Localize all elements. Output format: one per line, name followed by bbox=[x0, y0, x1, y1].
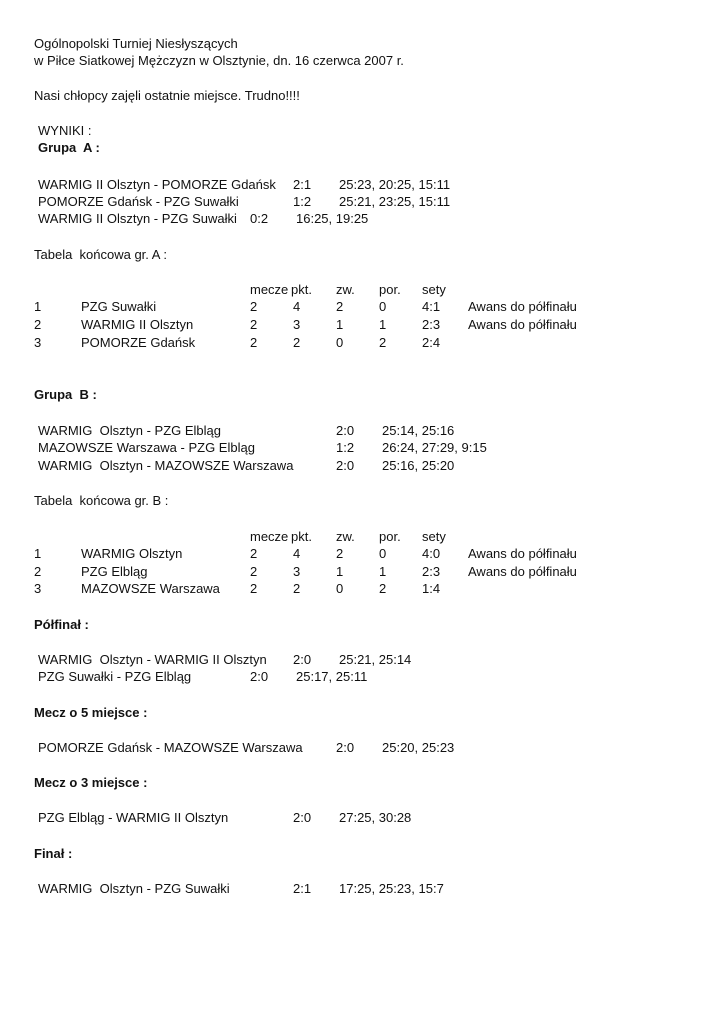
group-a-row-2-pos: 2 bbox=[34, 317, 42, 332]
final-teams: WARMIG Olsztyn - PZG Suwałki bbox=[38, 881, 230, 896]
group-a-row-1-por: 0 bbox=[379, 299, 387, 314]
semifinal-title: Półfinał : bbox=[34, 617, 89, 632]
group-a-row-3-team: POMORZE Gdańsk bbox=[81, 335, 196, 350]
group-a-row-1-sety: 4:1 bbox=[422, 299, 441, 314]
group-a-row-1-mecze: 2 bbox=[250, 299, 258, 314]
group-a-row-3-sety: 2:4 bbox=[422, 335, 441, 350]
third-place-score: 2:0 bbox=[293, 810, 312, 825]
fifth-place-sets: 25:20, 25:23 bbox=[382, 740, 455, 755]
group-a-row-3-zw: 0 bbox=[336, 335, 344, 350]
group-b-match-3-teams: WARMIG Olsztyn - MAZOWSZE Warszawa bbox=[38, 458, 294, 473]
group-a-row-2-zw: 1 bbox=[336, 317, 344, 332]
group-b-match-2-score: 1:2 bbox=[336, 440, 355, 455]
group-b-row-2-mecze: 2 bbox=[250, 564, 258, 579]
group-b-row-2-sety: 2:3 bbox=[422, 564, 441, 579]
semifinal-match-1-score: 2:0 bbox=[293, 652, 312, 667]
group-b-row-3-pkt: 2 bbox=[293, 581, 301, 596]
group-b-row-3-por: 2 bbox=[379, 581, 387, 596]
group-b-row-1-team: WARMIG Olsztyn bbox=[81, 546, 183, 561]
group-b-header-pkt: pkt. bbox=[291, 529, 312, 544]
final-score: 2:1 bbox=[293, 881, 312, 896]
group-b-match-3-sets: 25:16, 25:20 bbox=[382, 458, 455, 473]
header-line-1: Ogólnopolski Turniej Niesłyszących bbox=[34, 36, 238, 51]
group-a-row-1-team: PZG Suwałki bbox=[81, 299, 157, 314]
group-b-row-2-pkt: 3 bbox=[293, 564, 301, 579]
group-a-row-2-pkt: 3 bbox=[293, 317, 301, 332]
group-b-header-zw: zw. bbox=[336, 529, 355, 544]
group-a-title: Grupa A : bbox=[38, 140, 100, 155]
group-b-match-2-teams: MAZOWSZE Warszawa - PZG Elbląg bbox=[38, 440, 255, 455]
group-a-match-2-sets: 25:21, 23:25, 15:11 bbox=[339, 194, 451, 209]
group-b-title: Grupa B : bbox=[34, 387, 97, 402]
fifth-place-score: 2:0 bbox=[336, 740, 355, 755]
group-b-row-2-zw: 1 bbox=[336, 564, 344, 579]
group-a-match-1-score: 2:1 bbox=[293, 177, 312, 192]
group-b-row-2-pos: 2 bbox=[34, 564, 42, 579]
semifinal-match-2-sets: 25:17, 25:11 bbox=[296, 669, 368, 684]
group-b-row-3-pos: 3 bbox=[34, 581, 42, 596]
semifinal-match-2-teams: PZG Suwałki - PZG Elbląg bbox=[38, 669, 192, 684]
group-b-table-title: Tabela końcowa gr. B : bbox=[34, 493, 169, 508]
group-b-row-1-por: 0 bbox=[379, 546, 387, 561]
final-title: Finał : bbox=[34, 846, 73, 861]
group-b-match-1-teams: WARMIG Olsztyn - PZG Elbląg bbox=[38, 423, 221, 438]
header-comment: Nasi chłopcy zajęli ostatnie miejsce. Trudno!!!! bbox=[34, 88, 300, 103]
group-a-header-pkt: pkt. bbox=[291, 282, 312, 297]
group-b-row-1-sety: 4:0 bbox=[422, 546, 441, 561]
group-b-row-1-zw: 2 bbox=[336, 546, 344, 561]
group-a-row-1-pkt: 4 bbox=[293, 299, 301, 314]
group-a-row-1-note: Awans do półfinału bbox=[468, 299, 577, 314]
group-a-match-1-sets: 25:23, 20:25, 15:11 bbox=[339, 177, 451, 192]
group-a-header-mecze: mecze bbox=[250, 282, 289, 297]
third-place-title: Mecz o 3 miejsce : bbox=[34, 775, 148, 790]
group-b-row-1-pos: 1 bbox=[34, 546, 42, 561]
group-a-row-2-team: WARMIG II Olsztyn bbox=[81, 317, 194, 332]
group-a-row-3-pos: 3 bbox=[34, 335, 42, 350]
group-a-row-2-sety: 2:3 bbox=[422, 317, 441, 332]
group-b-header-sety: sety bbox=[422, 529, 446, 544]
group-a-row-1-zw: 2 bbox=[336, 299, 344, 314]
group-a-row-2-por: 1 bbox=[379, 317, 387, 332]
group-a-match-3-teams: WARMIG II Olsztyn - PZG Suwałki bbox=[38, 211, 237, 226]
results-label: WYNIKI : bbox=[38, 123, 92, 138]
group-b-row-2-note: Awans do półfinału bbox=[468, 564, 577, 579]
group-a-match-3-sets: 16:25, 19:25 bbox=[296, 211, 369, 226]
group-a-row-2-mecze: 2 bbox=[250, 317, 258, 332]
group-b-row-1-mecze: 2 bbox=[250, 546, 258, 561]
group-a-header-por: por. bbox=[379, 282, 401, 297]
semifinal-match-2-score: 2:0 bbox=[250, 669, 269, 684]
group-a-row-3-pkt: 2 bbox=[293, 335, 301, 350]
group-a-header-zw: zw. bbox=[336, 282, 355, 297]
group-a-row-3-por: 2 bbox=[379, 335, 387, 350]
semifinal-match-1-sets: 25:21, 25:14 bbox=[339, 652, 412, 667]
group-a-match-2-score: 1:2 bbox=[293, 194, 312, 209]
fifth-place-teams: POMORZE Gdańsk - MAZOWSZE Warszawa bbox=[38, 740, 303, 755]
group-b-row-2-por: 1 bbox=[379, 564, 387, 579]
group-a-match-2-teams: POMORZE Gdańsk - PZG Suwałki bbox=[38, 194, 239, 209]
semifinal-match-1-teams: WARMIG Olsztyn - WARMIG II Olsztyn bbox=[38, 652, 267, 667]
group-a-table-title: Tabela końcowa gr. A : bbox=[34, 247, 167, 262]
group-a-header-sety: sety bbox=[422, 282, 446, 297]
group-a-row-1-pos: 1 bbox=[34, 299, 42, 314]
group-a-match-1-teams: WARMIG II Olsztyn - POMORZE Gdańsk bbox=[38, 177, 276, 192]
group-a-row-2-note: Awans do półfinału bbox=[468, 317, 577, 332]
group-a-match-3-score: 0:2 bbox=[250, 211, 269, 226]
group-b-header-por: por. bbox=[379, 529, 401, 544]
group-b-header-mecze: mecze bbox=[250, 529, 289, 544]
fifth-place-title: Mecz o 5 miejsce : bbox=[34, 705, 148, 720]
third-place-sets: 27:25, 30:28 bbox=[339, 810, 412, 825]
group-b-row-1-pkt: 4 bbox=[293, 546, 301, 561]
group-b-row-3-team: MAZOWSZE Warszawa bbox=[81, 581, 220, 596]
third-place-teams: PZG Elbląg - WARMIG II Olsztyn bbox=[38, 810, 229, 825]
header-line-2: w Piłce Siatkowej Mężczyzn w Olsztynie, dn. 16 czerwca 2007 r. bbox=[34, 53, 404, 68]
group-b-row-2-team: PZG Elbląg bbox=[81, 564, 148, 579]
group-b-match-1-score: 2:0 bbox=[336, 423, 355, 438]
group-b-row-3-mecze: 2 bbox=[250, 581, 258, 596]
final-sets: 17:25, 25:23, 15:7 bbox=[339, 881, 444, 896]
group-b-match-1-sets: 25:14, 25:16 bbox=[382, 423, 455, 438]
group-b-match-3-score: 2:0 bbox=[336, 458, 355, 473]
group-b-row-1-note: Awans do półfinału bbox=[468, 546, 577, 561]
group-b-match-2-sets: 26:24, 27:29, 9:15 bbox=[382, 440, 487, 455]
group-a-row-3-mecze: 2 bbox=[250, 335, 258, 350]
group-b-row-3-sety: 1:4 bbox=[422, 581, 441, 596]
group-b-row-3-zw: 0 bbox=[336, 581, 344, 596]
